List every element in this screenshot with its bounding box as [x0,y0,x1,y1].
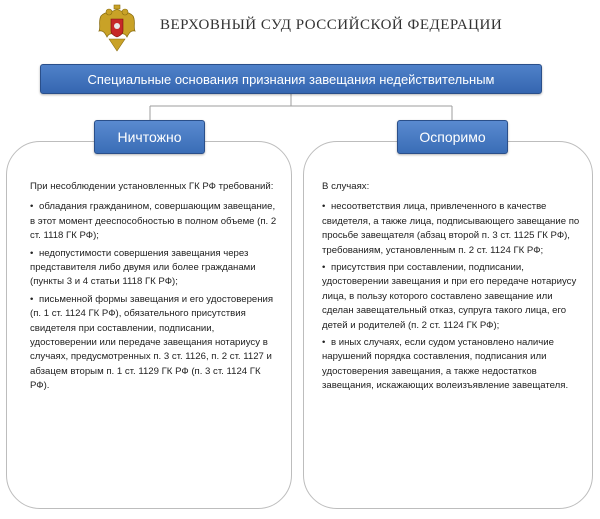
bullet-icon: • [322,262,326,274]
void-item: • недопустимости совершения завещания через представителя либо двумя или более гражданами (пункты 3 и 4 статьи 1118 ГК РФ); [30,247,256,288]
void-label: Ничтожно [94,120,205,154]
diagram-title: Специальные основания признания завещания недействительным [40,64,542,94]
bullet-icon: • [30,293,34,305]
void-grounds-panel [6,141,292,509]
voidable-item: • несоответствия лица, привлеченного в качестве свидетеля, а также лица, подписывающего завещание по просьбе завещателя (абзац второй п. 3 ст. 1125 ГК РФ), требованиям, установленным п. 2 ст. 1124 ГК РФ; [322,201,580,256]
void-intro: При несоблюдении установленных ГК РФ требований: [30,181,274,192]
void-item: • письменной формы завещания и его удостоверения (п. 1 ст. 1124 ГК РФ), обязательного присутствия свидетеля при составлении, подписании, удостоверении или передаче завещания нотариусу в случаях, предусмотренных п. 3 ст. 1126, п. 2 ст. 1127 и абзацем вторым п. 1 ст. 1129 ГК РФ (п. 3 ст. 1124 ГК РФ). [30,293,274,392]
voidable-label: Оспоримо [397,120,508,154]
bullet-icon: • [322,337,326,349]
voidable-intro: В случаях: [322,181,370,192]
russian-coat-of-arms-icon [95,3,139,55]
voidable-item: • присутствия при составлении, подписании, удостоверении завещания и при его передаче нотариусу лица, в пользу которого составлено завещание или сделан завещательный отказ, супруга такого лица, его детей и родителей (п. 2 ст. 1124 ГК РФ); [322,262,577,331]
header [0,0,600,60]
bullet-icon: • [30,247,34,259]
voidable-item: • в иных случаях, если судом установлено наличие нарушений порядка составления, подписания или удостоверения завещания, а также недостатков завещания, искажающих волеизъявление завещателя. [322,337,569,392]
bullet-icon: • [322,201,326,213]
voidable-grounds-panel [303,141,593,509]
court-name: ВЕРХОВНЫЙ СУД РОССИЙСКОЙ ФЕДЕРАЦИИ [160,17,503,33]
void-item: • обладания гражданином, совершающим завещание, в этот момент дееспособностью в полном объеме (п. 2 ст. 1118 ГК РФ); [30,201,277,242]
bullet-icon: • [30,201,34,213]
